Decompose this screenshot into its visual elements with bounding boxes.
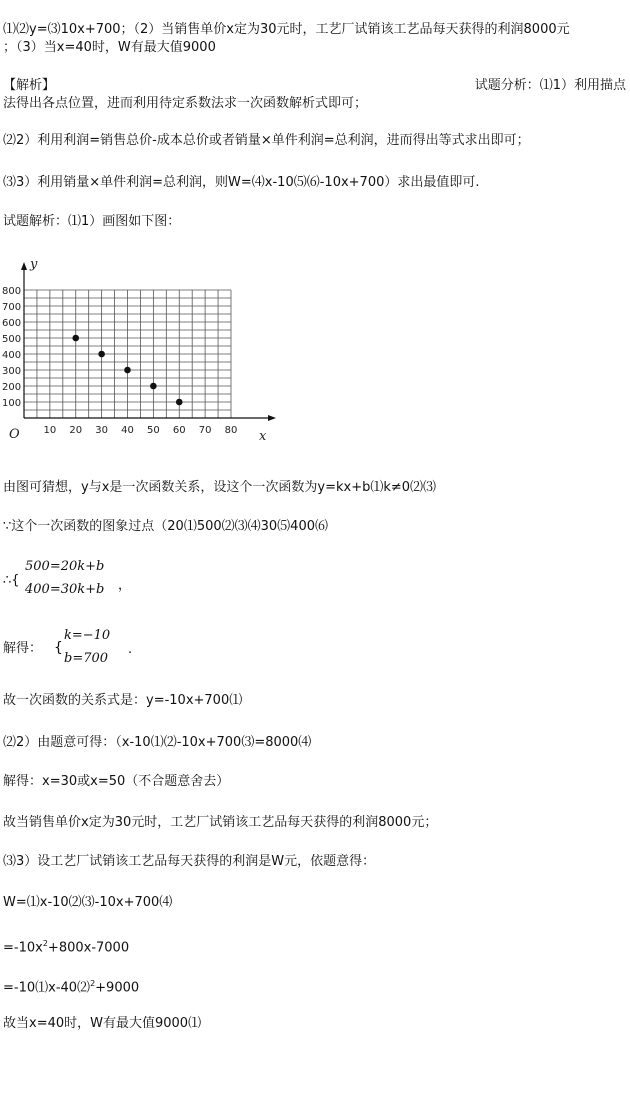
analysis-line-2: ⑵2）利用利润=销售总价-成本总价或者销量×单件利润=总利润，进而得出等式求出即可； [3, 133, 530, 148]
origin-label: O [9, 427, 20, 442]
equation-2: 400=30k+b [25, 582, 105, 597]
chart-axes [21, 262, 276, 421]
equation-1: 500=20k+b [25, 559, 105, 574]
x-axis-arrow [268, 415, 276, 421]
answer-line-2: ；（3）当x=40时，W有最大值9000 [3, 40, 216, 55]
w2-rest: +800x-7000 [47, 940, 130, 956]
y-tick-label: 200 [2, 382, 22, 393]
solution-b: b=700 [64, 651, 109, 666]
solution-brace: { [54, 640, 63, 656]
equation-comma: ， [118, 578, 132, 593]
y-tick-label: 600 [2, 318, 22, 329]
x-tick-label: 20 [69, 425, 83, 436]
x-tick-labels [44, 425, 238, 436]
data-point [176, 399, 183, 406]
part2-solve: 解得：x=30或x=50（不合题意舍去） [3, 774, 230, 789]
passes-line: ∵这个一次函数的图象过点（20⑴500⑵⑶⑷30⑸400⑹ [3, 519, 328, 534]
part2-conclusion: 故当销售单价x定为30元时，工艺厂试销该工艺品每天获得的利润8000元； [3, 815, 438, 830]
analysis-line-1: 法得出各点位置，进而利用待定系数法求一次函数解析式即可； [3, 96, 368, 111]
guess-line: 由图可猜想，y与x是一次函数关系，设这个一次函数为y=kx+b⑴k≠0⑵⑶ [3, 480, 437, 495]
y-axis-label: y [30, 257, 38, 272]
data-point [124, 367, 131, 374]
part3-intro: ⑶3）设工艺厂试销该工艺品每天获得的利润是W元，依题意得： [3, 854, 376, 869]
part2-intro: ⑵2）由题意可得：（x-10⑴⑵-10x+700⑶=8000⑷ [3, 735, 312, 750]
w3-base: =-10⑴x-40⑵ [3, 980, 91, 996]
analysis-line-3: ⑶3）利用销量×单件利润=总利润，则W=⑷x-10⑸⑹-10x+700）求出最值即可. [3, 175, 480, 190]
y-tick-label: 400 [2, 350, 22, 361]
x-tick-label: 80 [224, 425, 238, 436]
solve-label: 解得： [3, 641, 43, 656]
x-tick-label: 40 [121, 425, 134, 436]
w-expression-3 [3, 976, 139, 996]
answer-line-1: ⑴⑵y=⑶10x+700；（2）当销售单价x定为30元时，工艺厂试销该工艺品每天获得的利润8000元 [3, 22, 570, 37]
y-tick-label: 800 [2, 286, 22, 297]
x-axis-label: x [259, 429, 267, 444]
w-expression-1: W=⑴x-10⑵⑶-10x+700⑷ [3, 895, 173, 910]
analysis-intro: 试题分析：⑴1）利用描点 [474, 78, 626, 93]
result-line: 故一次函数的关系式是：y=-10x+700⑴ [3, 693, 243, 708]
chart-grid [24, 290, 231, 418]
y-tick-label: 700 [2, 302, 22, 313]
x-tick-label: 30 [95, 425, 108, 436]
w3-rest: +9000 [95, 980, 140, 996]
w2-exponent: 2 [42, 939, 48, 948]
y-tick-label: 500 [2, 334, 22, 345]
x-tick-label: 70 [198, 425, 212, 436]
y-axis-arrow [21, 262, 27, 270]
y-tick-labels [2, 286, 21, 409]
scatter-chart [0, 252, 290, 447]
y-tick-label: 100 [2, 398, 22, 409]
final-conclusion: 故当x=40时，W有最大值9000⑴ [3, 1016, 202, 1031]
therefore-brace: ∴{ [3, 573, 20, 588]
solution-period: . [128, 642, 133, 657]
solution-k: k=−10 [64, 628, 111, 643]
solution-intro: 试题解析：⑴1）画图如下图： [3, 214, 181, 229]
w2-base: =-10x [3, 940, 43, 956]
x-tick-label: 10 [43, 425, 57, 436]
data-point [72, 335, 79, 342]
y-tick-label: 300 [2, 366, 22, 377]
x-tick-label: 60 [172, 425, 186, 436]
data-point [98, 351, 105, 358]
w-expression-2 [3, 936, 129, 956]
analysis-heading: 【解析】 [3, 78, 56, 93]
data-point [150, 383, 157, 390]
x-tick-label: 50 [147, 425, 160, 436]
w3-exponent: 2 [90, 979, 96, 988]
